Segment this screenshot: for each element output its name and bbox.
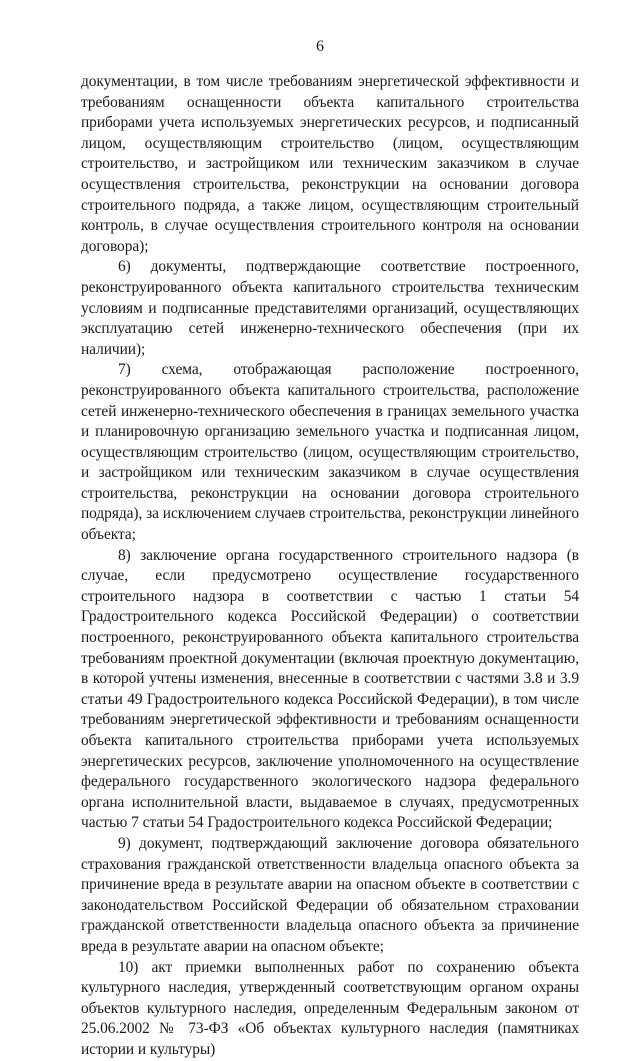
paragraph: 6) документы, подтверждающие соответствие построенного, реконструированного объекта капитального строительства техническим условиям и подписанные представителями организаций, осуществляющих эксплуатацию сетей инженерно-технического обеспечения (при их наличии); xyxy=(81,258,579,358)
paragraph: 8) заключение органа государственного строительного надзора (в случае, если предусмотрено осуществление государственного строительного надзора в соответствии с частью 1 статьи 54 Градостроительного кодекса Российской Федерации) о соответствии построенного, реконструированного объекта капитального строительства требованиям проектной документации (включая проектную документацию, в которой учтены изменения, внесенные в соответствии с частями 3.8 и 3.9 статьи 49 Градостроительного кодекса Российской Федерации), в том числе требованиям энергетической эффективности и требованиям оснащенности объекта капитального строительства приборами учета используемых энергетических ресурсов, заключение уполномоченного на осуществление федерального государственного экологического надзора федерального органа исполнительной власти, выдаваемое в случаях, предусмотренных частью 7 статьи 54 Градостроительного кодекса Российской Федерации; xyxy=(81,546,579,832)
paragraph: 7) схема, отображающая расположение построенного, реконструированного объекта капитального строительства, расположение сетей инженерно-технического обеспечения в границах земельного участка и планировочную организацию земельного участка и подписанная лицом, осуществляющим строительство (лицом, осуществляющим строительство, и застройщиком или техническим заказчиком в случае осуществления строительства, реконструкции на основании договора строительного подряда), за исключением случаев строительства, реконструкции линейного объекта; xyxy=(81,361,579,544)
paragraph: документации, в том числе требованиям энергетической эффективности и требованиям оснащенности объекта капитального строительства приборами учета используемых энергетических ресурсов, и подписанный лицом, осуществляющим строительство (лицом, осуществляющим строительство, и застройщиком или техническим заказчиком в случае осуществления строительства, реконструкции на основании договора строительного подряда, а также лицом, осуществляющим строительный контроль, в случае осуществления строительного контроля на основании договора); xyxy=(81,73,579,255)
paragraph: 10) акт приемки выполненных работ по сохранению объекта культурного наследия, утвержденный соответствующим органом охраны объектов культурного наследия, определенным Федеральным законом от 25.06.2002 № 73-ФЗ «Об объектах культурного наследия (памятниках истории и культуры) xyxy=(81,958,579,1058)
page-number: 6 xyxy=(316,38,324,55)
document-body xyxy=(81,72,579,1061)
paragraph: 9) документ, подтверждающий заключение договора обязательного страхования гражданской ответственности владельца опасного объекта за причинение вреда в результате аварии на опасном объекте в соответствии с законодательством Российской Федерации об обязательном страховании гражданской ответственности владельца опасного объекта за причинение вреда в результате аварии на опасном объекте; xyxy=(81,834,579,955)
